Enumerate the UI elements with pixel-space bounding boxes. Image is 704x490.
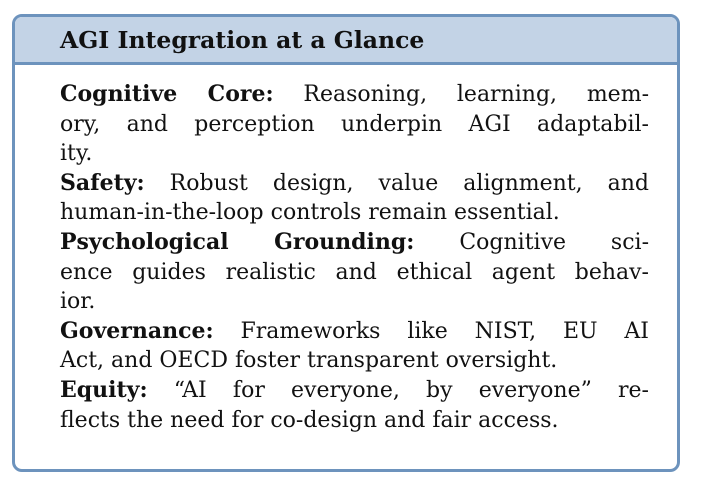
item-term: Psychological Grounding: — [60, 228, 415, 255]
item-term: Equity: — [60, 376, 148, 403]
item-line — [60, 376, 649, 406]
item-line: ity. — [60, 141, 93, 167]
item-line — [60, 228, 649, 258]
item-line: ory, and perception underpin AGI adaptabil- — [60, 111, 649, 137]
panel-title: AGI Integration at a Glance — [15, 17, 677, 65]
item-psychological-grounding — [60, 228, 649, 317]
item-text: Frameworks like NIST, EU AI — [213, 318, 649, 344]
item-line: Act, and OECD foster transparent oversight. — [60, 348, 558, 374]
item-governance — [60, 317, 649, 376]
item-text: Reasoning, learning, mem- — [273, 82, 649, 107]
item-line: human-in-the-loop controls remain essential. — [60, 200, 560, 226]
panel-body — [15, 65, 677, 435]
item-line — [60, 317, 649, 347]
item-term: Cognitive Core: — [60, 81, 274, 107]
item-line — [60, 80, 649, 110]
item-line — [60, 169, 649, 199]
item-text: “AI for everyone, by everyone” re- — [147, 377, 649, 403]
item-text: Robust design, value alignment, and — [144, 170, 649, 196]
item-equity — [60, 376, 649, 435]
summary-panel — [12, 14, 680, 472]
item-text: Cognitive sci- — [414, 229, 650, 255]
item-cognitive-core — [60, 80, 649, 169]
item-line: flects the need for co-design and fair access. — [60, 407, 559, 433]
item-term: Safety: — [60, 169, 145, 196]
item-term: Governance: — [60, 317, 214, 344]
item-line: ior. — [60, 289, 96, 315]
item-safety — [60, 169, 649, 228]
item-line: ence guides realistic and ethical agent behav- — [60, 259, 649, 285]
